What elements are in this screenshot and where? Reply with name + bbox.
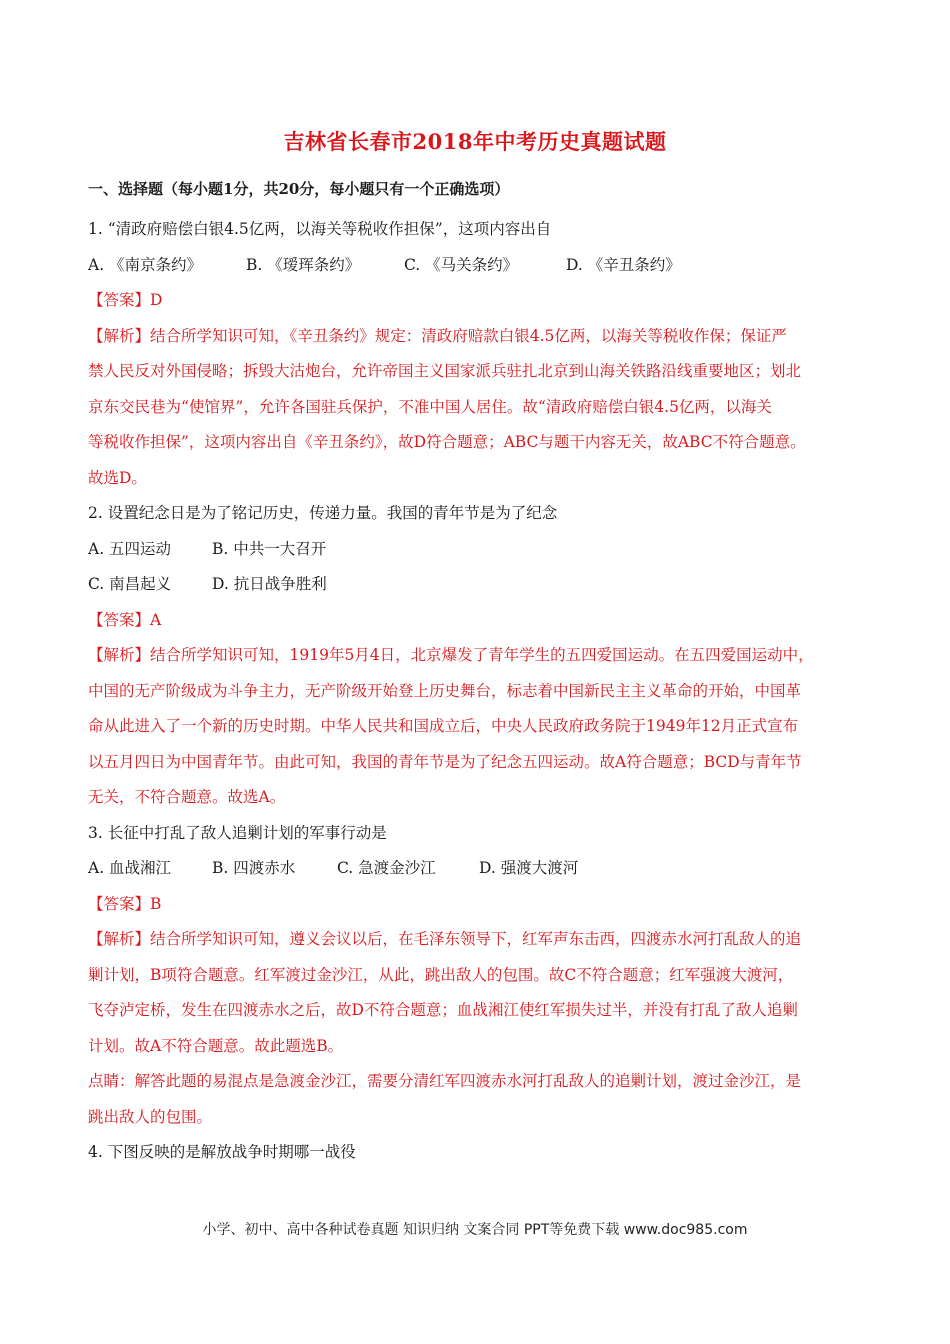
analysis-line: 京东交民巷为“使馆界”，允许各国驻兵保护，不准中国人居住。故“清政府赔偿白银4.5亿两，以海关: [88, 397, 772, 416]
tip-line: 点睛：解答此题的易混点是急渡金沙江，需要分清红军四渡赤水河打乱敌人的追剿计划，渡过金沙江，是: [88, 1072, 802, 1090]
option-b: B. 四渡赤水: [212, 859, 296, 877]
answer-label: 【答案】A: [88, 610, 162, 629]
option-d: D. 《辛丑条约》: [566, 255, 681, 274]
analysis-line: 飞夺泸定桥，发生在四渡赤水之后，故D不符合题意；血战湘江使红军损失过半，并没有打乱了敌人追剿: [88, 1001, 798, 1019]
question-2-options-row-2: [88, 567, 868, 603]
analysis-line: 计划。故A不符合题意。故此题选B。: [88, 1036, 344, 1055]
analysis-line: 无关，不符合题意。故选A。: [88, 788, 286, 806]
question-4-stem: 4. 下图反映的是解放战争时期哪一战役: [88, 1143, 356, 1161]
footer-text: 小学、初中、高中各种试卷真题 知识归纳 文案合同 PPT等免费下载 www.doc985.com: [202, 1222, 748, 1238]
answer-label: 【答案】D: [88, 291, 163, 309]
answer-label: 【答案】B: [88, 894, 162, 913]
section-heading: 一、选择题（每小题1分，共20分，每小题只有一个正确选项）: [88, 180, 510, 198]
option-c: C. 南昌起义: [88, 575, 172, 593]
analysis-line: 中国的无产阶级成为斗争主力，无产阶级开始登上历史舞台，标志着中国新民主主义革命的开始，中国革: [88, 681, 802, 700]
analysis-line: 剿计划，B项符合题意。红军渡过金沙江，从此，跳出敌人的包围。故C不符合题意；红军强渡大渡河，: [88, 965, 794, 984]
analysis-line: 等税收作担保”，这项内容出自《辛丑条约》，故D符合题意；ABC与题干内容无关，故ABC不符合题意。: [88, 433, 806, 451]
analysis-line: 【解析】结合所学知识可知，1919年5月4日，北京爆发了青年学生的五四爱国运动。在五四爱国运动中，: [88, 646, 814, 664]
analysis-line: 故选D。: [88, 468, 147, 487]
option-d: D. 抗日战争胜利: [212, 575, 327, 593]
question-1-options: [88, 248, 868, 284]
analysis-line: 禁人民反对外国侵略；拆毁大沽炮台，允许帝国主义国家派兵驻扎北京到山海关铁路沿线重要地区；划北: [88, 362, 802, 380]
option-c: C. 《马关条约》: [404, 255, 519, 274]
question-1-stem: 1. “清政府赔偿白银4.5亿两，以海关等税收作担保”，这项内容出自: [88, 220, 552, 238]
option-b: B. 中共一大召开: [212, 539, 327, 558]
analysis-line: 【解析】结合所学知识可知，遵义会议以后，在毛泽东领导下，红军声东击西，四渡赤水河打乱敌人的追: [88, 930, 802, 948]
option-a: A. 《南京条约》: [88, 255, 203, 274]
option-b: B. 《瑷珲条约》: [246, 255, 361, 274]
option-c: C. 急渡金沙江: [337, 859, 436, 877]
analysis-line: 以五月四日为中国青年节。由此可知，我国的青年节是为了纪念五四运动。故A符合题意；BCD与青年节: [88, 752, 802, 771]
question-content: [88, 212, 868, 1171]
analysis-line: 命从此进入了一个新的历史时期。中华人民共和国成立后，中央人民政府政务院于1949年12月正式宣布: [88, 717, 799, 735]
question-2-stem: 2. 设置纪念日是为了铭记历史，传递力量。我国的青年节是为了纪念: [88, 504, 558, 522]
option-a: A. 血战湘江: [88, 859, 172, 877]
analysis-line: 【解析】结合所学知识可知，《辛丑条约》规定：清政府赔款白银4.5亿两，以海关等税收作保；保证严: [88, 326, 787, 345]
page-title: 吉林省长春市2018年中考历史真题试题: [283, 129, 667, 154]
tip-line: 跳出敌人的包围。: [88, 1107, 213, 1126]
option-d: D. 强渡大渡河: [479, 859, 579, 877]
option-a: A. 五四运动: [88, 539, 172, 558]
question-2-options-row-1: [88, 532, 868, 568]
question-3-options: [88, 851, 868, 887]
question-3-stem: 3. 长征中打乱了敌人追剿计划的军事行动是: [88, 823, 387, 842]
